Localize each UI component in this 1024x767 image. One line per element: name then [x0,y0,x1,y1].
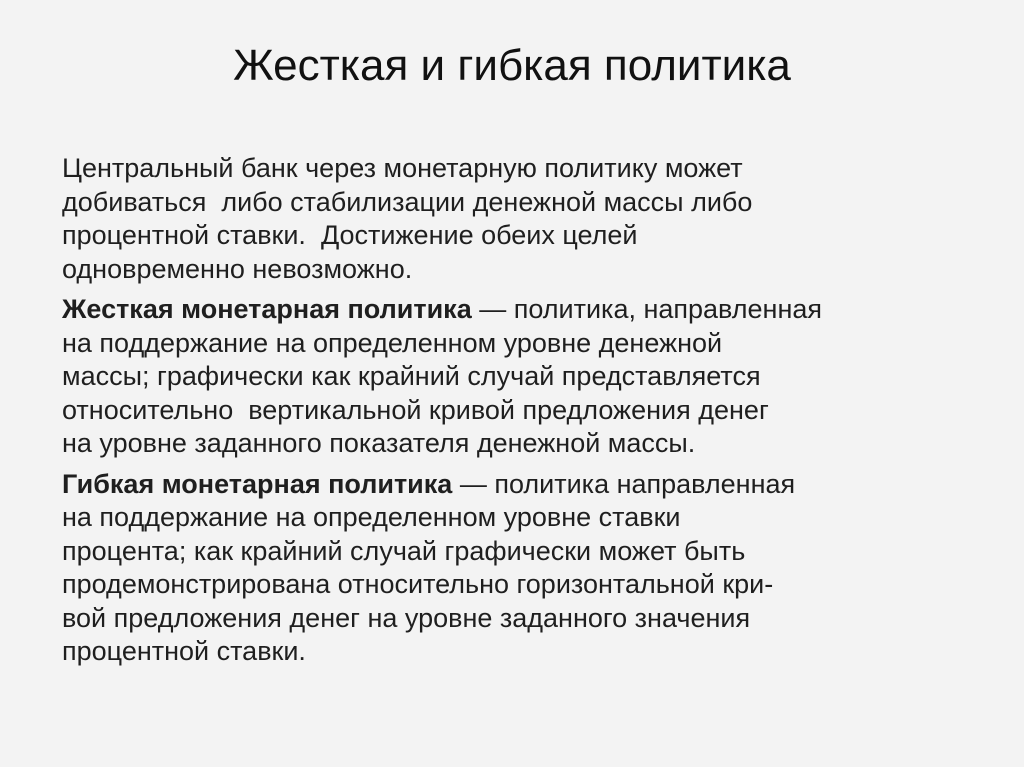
text-line: процента; как крайний случай графически может быть [62,535,746,566]
tight-policy-paragraph [62,293,974,461]
flexible-policy-paragraph [62,468,974,669]
slide-title: Жесткая и гибкая политика [233,41,791,90]
text-line: Центральный банк через монетарную политику может [62,153,743,183]
tight-policy-term: Жесткая монетарная политика [62,294,472,324]
slide-body [62,152,974,676]
text-line: процентной ставки. [62,636,306,666]
text-line [62,468,974,502]
text-line: на поддержание на определенном уровне ставки [62,502,681,532]
text-line: относительно вертикальной кривой предложения денег [62,394,769,425]
text-line: продемонстрирована относительно горизонтальной кри- [62,569,774,599]
tight-policy-definition-start: — политика, направленная [471,294,823,324]
flexible-policy-term: Гибкая монетарная политика [62,468,453,499]
text-line: добиваться либо стабилизации денежной массы либо [62,186,753,217]
text-line: массы; графически как крайний случай представляется [62,361,761,391]
text-line [62,293,974,327]
flexible-policy-definition-start: — политика направленная [452,468,796,499]
text-line: одновременно невозможно. [62,253,413,284]
text-line: процентной ставки. Достижение обеих целей [62,220,638,250]
text-line: вой предложения денег на уровне заданного значения [62,602,751,633]
intro-paragraph [62,152,974,286]
text-line: на поддержание на определенном уровне денежной [62,327,723,358]
text-line: на уровне заданного показателя денежной массы. [62,428,696,458]
